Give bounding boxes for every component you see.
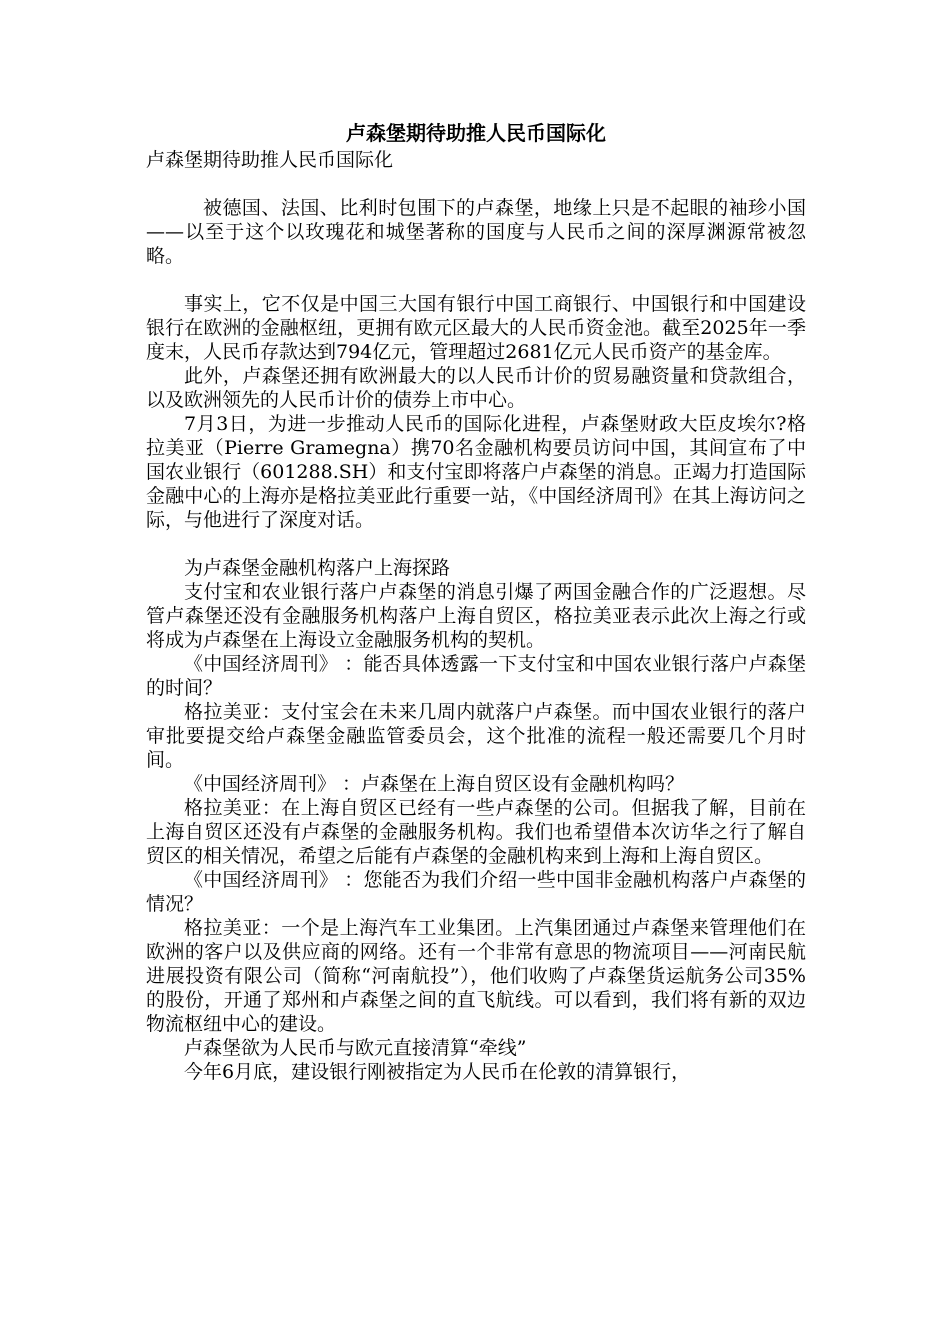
document-title: 卢森堡期待助推人民币国际化 [346,121,606,145]
interview-question: 《中国经济周刊》 ：能否具体透露一下支付宝和中国农业银行落户卢森堡的时间？ [146,653,806,699]
interview-answer: 格拉美亚：一个是上海汽车工业集团。上汽集团通过卢森堡来管理他们在欧洲的客户以及供应商的网络。还有一个非常有意思的物流项目——河南民航进展投资有限公司（简称“河南航投”），他们收购了卢森堡货运航务公司35%的股份，开通了郑州和卢森堡之间的直飞航线。可以看到，我们将有新的双边物流枢纽中心的建设。 [146,917,806,1035]
interview-question: 《中国经济周刊》 ：卢森堡在上海自贸区设有金融机构吗？ [184,773,685,795]
blank-line [146,532,806,556]
interview-question: 《中国经济周刊》 ：您能否为我们介绍一些中国非金融机构落户卢森堡的情况？ [146,869,806,915]
paragraph: 7月3日，为进一步推动人民币的国际化进程，卢森堡财政大臣皮埃尔?格拉美亚（Pierre Gramegna）携70名金融机构要员访问中国，其间宣布了中国农业银行（601288.SH）和支付宝即将落户卢森堡的消息。正竭力打造国际金融中心的上海亦是格拉美亚此行重要一站，《中国经济周刊》在其上海访问之际，与他进行了深度对话。 [146,413,806,531]
paragraph: 今年6月底，建设银行刚被指定为人民币在伦敦的清算银行， [184,1061,691,1083]
subtitle-paragraph: 卢森堡期待助推人民币国际化 [146,149,394,171]
section-heading: 为卢森堡金融机构落户上海探路 [184,557,451,579]
blank-line [146,172,806,196]
paragraph: 支付宝和农业银行落户卢森堡的消息引爆了两国金融合作的广泛遐想。尽管卢森堡还没有金融服务机构落户上海自贸区，格拉美亚表示此次上海之行或将成为卢森堡在上海设立金融服务机构的契机。 [146,581,806,651]
interview-answer: 格拉美亚：在上海自贸区已经有一些卢森堡的公司。但据我了解，目前在上海自贸区还没有卢森堡的金融服务机构。我们也希望借本次访华之行了解自贸区的相关情况，希望之后能有卢森堡的金融机构来到上海和上海自贸区。 [146,797,806,867]
document-page [146,120,806,1084]
interview-answer: 格拉美亚：支付宝会在未来几周内就落户卢森堡。而中国农业银行的落户审批要提交给卢森堡金融监管委员会，这个批准的流程一般还需要几个月时间。 [146,701,806,771]
paragraph: 事实上，它不仅是中国三大国有银行中国工商银行、中国银行和中国建设银行在欧洲的金融枢纽，更拥有欧元区最大的人民币资金池。截至2025年一季度末，人民币存款达到794亿元，管理超过2681亿元人民币资产的基金库。 [146,293,806,363]
paragraph: 此外，卢森堡还拥有欧洲最大的以人民币计价的贸易融资量和贷款组合，以及欧洲领先的人民币计价的债券上市中心。 [146,365,806,411]
blank-line [146,268,806,292]
paragraph-intro: 被德国、法国、比利时包围下的卢森堡，地缘上只是不起眼的袖珍小国——以至于这个以玫瑰花和城堡著称的国度与人民币之间的深厚渊源常被忽略。 [146,197,806,267]
section-heading: 卢森堡欲为人民币与欧元直接清算“牵线” [184,1037,527,1059]
